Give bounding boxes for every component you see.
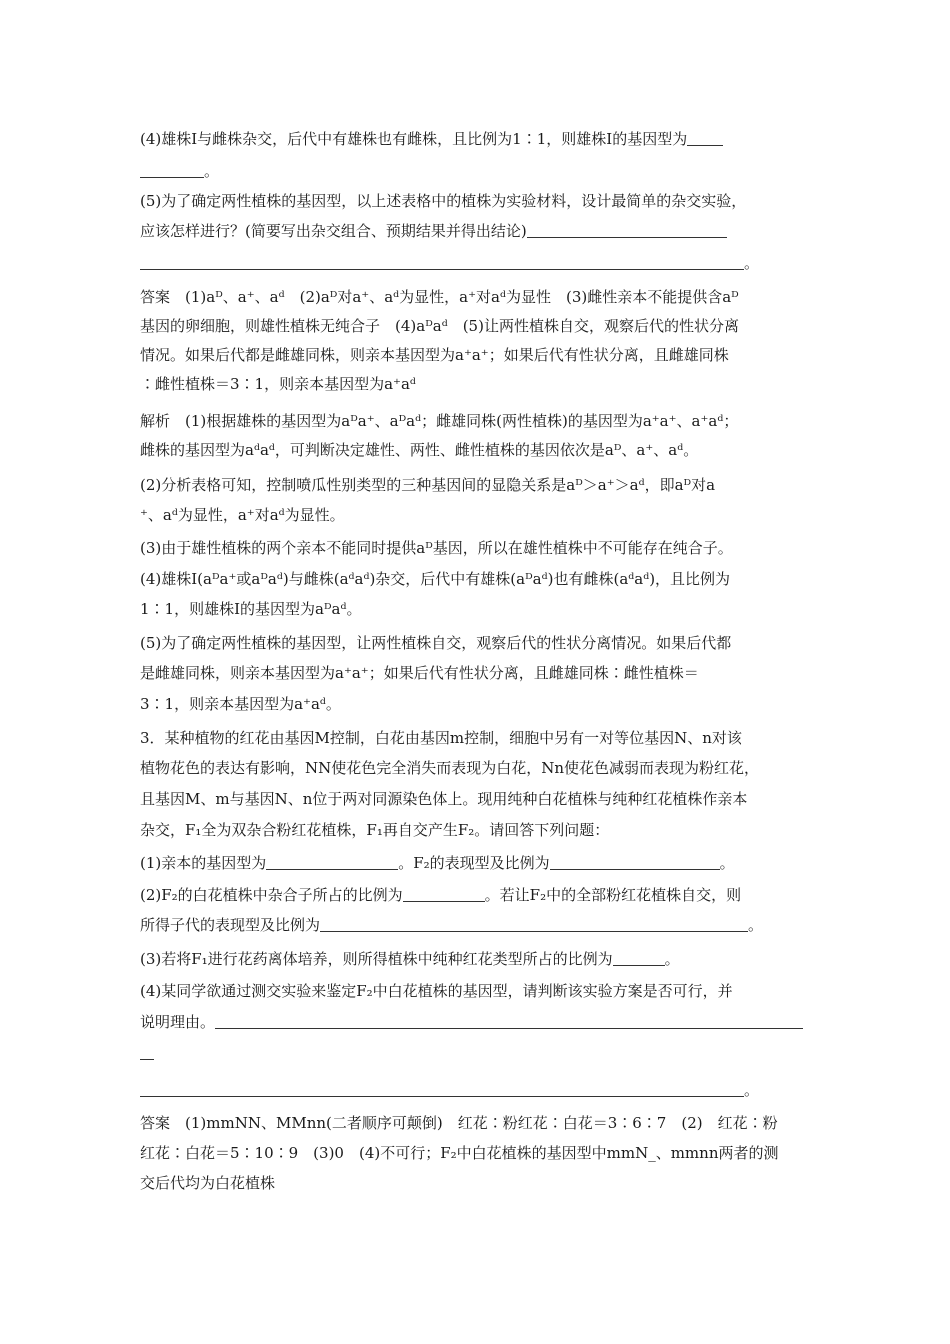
q3-part4-line1: (4)某同学欲通过测交实验来鉴定F₂中白花植株的基因型，请判断该实验方案是否可行，并 bbox=[140, 982, 733, 1000]
analysis2-line1: 解析 (1)根据雄株的基因型为aᴰa⁺、aᴰaᵈ；雌雄同株(两性植株)的基因型为a⁺a⁺、a⁺aᵈ； bbox=[140, 412, 739, 430]
q3-part4-line3 bbox=[140, 1042, 154, 1064]
q3-part2-line2: 所得子代的表现型及比例为 。 bbox=[140, 916, 764, 934]
q3-stem-line2: 植物花色的表达有影响，NN使花色完全消失而表现为白花，Nn使花色减弱而表现为粉红花， bbox=[140, 759, 760, 777]
q3-part2-line1: (2)F₂的白花植株中杂合子所占的比例为 。若让F₂中的全部粉红花植株自交，则 bbox=[140, 886, 742, 904]
q3-part3: (3)若将F₁进行花药离体培养，则所得植株中纯种红花类型所占的比例为 。 bbox=[140, 950, 680, 968]
analysis-label: 解析 bbox=[140, 412, 171, 430]
answer3-line1: 答案 (1)mmNN、MMnn(二者顺序可颠倒) 红花∶粉红花∶白花＝3∶6∶7 (2) 红花∶粉 bbox=[140, 1114, 778, 1132]
answer2-line1: 答案 (1)aᴰ、a⁺、aᵈ (2)aᴰ对a⁺、aᵈ为显性，a⁺对aᵈ为显性 (3)雌性亲本不能提供含aᴰ bbox=[140, 288, 739, 306]
q2-part5-line1: (5)为了确定两性植株的基因型，以上述表格中的植株为实验材料，设计最简单的杂交实验， bbox=[140, 192, 747, 210]
answer-blank[interactable] bbox=[687, 130, 723, 146]
answer-blank[interactable] bbox=[527, 222, 727, 238]
answer-blank[interactable] bbox=[613, 950, 665, 966]
q3-stem-line3: 且基因M、m与基因N、n位于两对同源染色体上。现用纯种白花植株与纯种红花植株作亲本 bbox=[140, 790, 748, 808]
q3-stem-line4: 杂交，F₁全为双杂合粉红花植株，F₁再自交产生F₂。请回答下列问题： bbox=[140, 821, 610, 839]
answer-blank[interactable] bbox=[550, 854, 720, 870]
answer-blank[interactable] bbox=[140, 254, 744, 270]
answer-label: 答案 bbox=[140, 288, 171, 306]
answer-label: 答案 bbox=[140, 1114, 171, 1132]
analysis2-line7: 1∶1，则雄株Ⅰ的基因型为aᴰaᵈ。 bbox=[140, 600, 362, 618]
answer-blank[interactable] bbox=[403, 886, 485, 902]
analysis2-line3: (2)分析表格可知，控制喷瓜性别类型的三种基因间的显隐关系是aᴰ＞a⁺＞aᵈ，即aᴰ对a bbox=[140, 476, 716, 494]
answer-blank[interactable] bbox=[140, 1081, 744, 1097]
answer-blank[interactable] bbox=[320, 916, 748, 932]
q2-part5-line2: 应该怎样进行？(简要写出杂交组合、预期结果并得出结论) bbox=[140, 220, 727, 242]
answer-blank[interactable] bbox=[140, 1044, 154, 1060]
q3-stem-line1: 3．某种植物的红花由基因M控制，白花由基因m控制，细胞中另有一对等位基因N、n对该 bbox=[140, 729, 742, 747]
answer2-line3: 情况。如果后代都是雌雄同株，则亲本基因型为a⁺a⁺；如果后代有性状分离，且雌雄同株 bbox=[140, 346, 729, 364]
analysis2-line5: (3)由于雄性植株的两个亲本不能同时提供aᴰ基因，所以在雄性植株中不可能存在纯合子。 bbox=[140, 539, 733, 557]
answer-blank[interactable] bbox=[140, 162, 204, 178]
answer-blank[interactable] bbox=[215, 1013, 803, 1029]
q2-part5-line3: 。 bbox=[140, 252, 759, 274]
q3-part4-line2: 说明理由。 bbox=[140, 1011, 803, 1033]
q3-part1: (1)亲本的基因型为 。F₂的表现型及比例为 。 bbox=[140, 854, 735, 872]
analysis2-line8: (5)为了确定两性植株的基因型，让两性植株自交，观察后代的性状分离情况。如果后代都 bbox=[140, 634, 732, 652]
q2-part4-line2: 。 bbox=[140, 160, 219, 182]
analysis2-line9: 是雌雄同株，则亲本基因型为a⁺a⁺；如果后代有性状分离，且雌雄同株∶雌性植株＝ bbox=[140, 664, 699, 682]
q2-part4-line1: (4)雄株Ⅰ与雌株杂交，后代中有雄株也有雌株，且比例为1∶1，则雄株Ⅰ的基因型为 bbox=[140, 128, 723, 150]
answer3-line3: 交后代均为白花植株 bbox=[140, 1174, 276, 1192]
analysis2-line4: ⁺、aᵈ为显性，a⁺对aᵈ为显性。 bbox=[140, 506, 345, 524]
answer2-line4: ∶雌性植株＝3∶1，则亲本基因型为a⁺aᵈ bbox=[140, 375, 416, 393]
answer-blank[interactable] bbox=[266, 854, 398, 870]
analysis2-line6: (4)雄株Ⅰ(aᴰa⁺或aᴰaᵈ)与雌株(aᵈaᵈ)杂交，后代中有雄株(aᴰaᵈ)也有雌株(aᵈaᵈ)，且比例为 bbox=[140, 570, 731, 588]
q3-part4-line4: 。 bbox=[140, 1079, 759, 1101]
answer3-line2: 红花∶白花＝5∶10∶9 (3)0 (4)不可行；F₂中白花植株的基因型中mmN_、mmnn两者的测 bbox=[140, 1144, 779, 1162]
answer2-line2: 基因的卵细胞，则雄性植株无纯合子 (4)aᴰaᵈ (5)让两性植株自交，观察后代的性状分离 bbox=[140, 317, 739, 335]
analysis2-line2: 雌株的基因型为aᵈaᵈ，可判断决定雄性、两性、雌性植株的基因依次是aᴰ、a⁺、aᵈ。 bbox=[140, 441, 699, 459]
analysis2-line10: 3∶1，则亲本基因型为a⁺aᵈ。 bbox=[140, 695, 341, 713]
